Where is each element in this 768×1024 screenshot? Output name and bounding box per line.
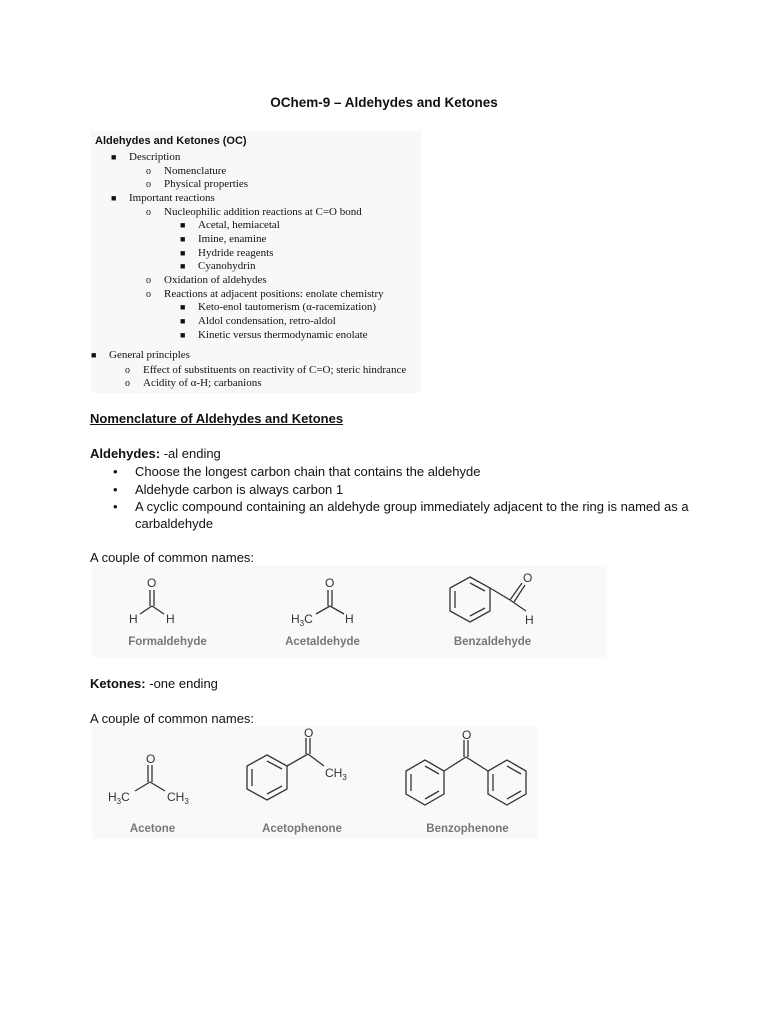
acetophenone-caption: Acetophenone — [262, 823, 342, 835]
atom-o: O — [304, 726, 314, 740]
atom-ch3: $CH_3$ — [167, 790, 189, 806]
common-names-intro-2: A couple of common names: — [90, 711, 255, 726]
ketones-ending: -one ending — [145, 676, 218, 691]
outline-item: ■ Hydride reagents — [180, 247, 274, 259]
page-title: OChem-9 – Aldehydes and Ketones — [270, 95, 498, 110]
formaldehyde-caption: Formaldehyde — [128, 636, 207, 648]
atom-h: H — [166, 612, 175, 626]
outline-item: o Nomenclature — [146, 165, 227, 177]
outline-item: ■ Cyanohydrin — [180, 260, 256, 272]
atom-h3c: $H_3C$ — [291, 612, 313, 628]
outline-item: o Oxidation of aldehydes — [146, 274, 267, 286]
aldehydes-ending: -al ending — [160, 446, 221, 461]
outline-item: ■ Important reactions — [111, 192, 215, 204]
atom-o: O — [462, 728, 472, 742]
atom-o: O — [325, 576, 335, 590]
outline-item: o Reactions at adjacent positions: enolate chemistry — [146, 288, 384, 300]
outline-item: ■ General principles — [91, 349, 190, 361]
acetaldehyde-caption: Acetaldehyde — [285, 636, 360, 648]
acetone-caption: Acetone — [129, 823, 176, 835]
list-item: • Choose the longest carbon chain that contains the aldehyde — [113, 464, 481, 479]
outline-item: o Effect of substituents on reactivity of C=O; steric hindrance — [125, 364, 407, 376]
atom-o: O — [523, 571, 533, 585]
outline-item: ■ Keto-enol tautomerism (α-racemization) — [180, 301, 377, 313]
outline-item: ■ Acetal, hemiacetal — [180, 219, 280, 231]
atom-h: H — [345, 612, 354, 626]
atom-o: O — [147, 576, 157, 590]
benzophenone-caption: Benzophenone — [426, 823, 509, 835]
outline-item: ■ Description — [111, 151, 181, 163]
outline-item: o Physical properties — [146, 178, 249, 190]
benzaldehyde-caption: Benzaldehyde — [453, 636, 532, 648]
aldehydes-label: Aldehydes: — [90, 446, 161, 461]
common-names-intro: A couple of common names: — [90, 550, 255, 565]
atom-h: H — [129, 612, 138, 626]
ketones-label: Ketones: — [90, 676, 146, 691]
nomenclature-heading: Nomenclature of Aldehydes and Ketones — [90, 411, 344, 426]
atom-ch3: $CH_3$ — [325, 766, 347, 782]
list-item: • A cyclic compound containing an aldehyde group immediately adjacent to the ring is named as a carbaldehyde — [113, 499, 689, 531]
atom-o: O — [146, 752, 156, 766]
outline-heading: Aldehydes and Ketones (OC) — [95, 135, 247, 147]
atom-h3c: $H_3C$ — [108, 790, 130, 806]
outline-item: o Acidity of α-H; carbanions — [125, 377, 262, 389]
outline-item: ■ Kinetic versus thermodynamic enolate — [180, 329, 368, 341]
list-item: • Aldehyde carbon is always carbon 1 — [113, 482, 344, 497]
outline-item: o Nucleophilic addition reactions at C=O bond — [146, 206, 362, 218]
outline-item: ■ Aldol condensation, retro-aldol — [180, 315, 336, 327]
outline-item: ■ Imine, enamine — [180, 233, 267, 245]
atom-h: H — [525, 613, 534, 627]
